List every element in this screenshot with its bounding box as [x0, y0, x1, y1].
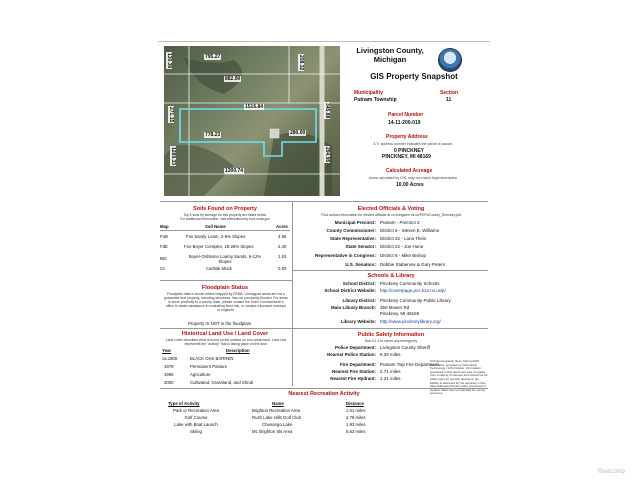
section-rule	[160, 388, 488, 389]
section-rule	[160, 328, 292, 329]
safety-label: Police Department:	[334, 345, 376, 350]
library-website-link[interactable]: http://www.pinckneylibrary.org/	[380, 319, 441, 324]
acreage-label: Calculated Acreage	[386, 168, 433, 174]
snapshot-header	[342, 46, 486, 196]
recreation-name: Brighton Recreation Area	[252, 408, 301, 413]
official-label: State Representative:	[329, 236, 376, 241]
landuse-year: 2000	[164, 380, 174, 385]
safety-value: 1.21 miles	[380, 376, 401, 381]
official-value: Debbie Stabenow & Gary Peters	[380, 262, 446, 267]
municipality-value: Putnam Township	[354, 97, 397, 103]
landuse-year: ca.1800	[162, 356, 178, 361]
soils-header-rule	[160, 230, 290, 231]
landuse-title: Historical Land Use / Land Cover	[181, 331, 269, 337]
official-value: District 42 - Lana Theis	[380, 236, 427, 241]
column-divider	[292, 202, 293, 386]
official-label: Representative in Congress:	[314, 253, 376, 258]
library-label: Library District:	[342, 298, 376, 303]
recreation-distance: 1.93 miles	[346, 422, 366, 427]
soil-name: Fox-Boyer Complex, 18-25% Slopes	[184, 244, 254, 249]
soils-col-map: Map	[160, 224, 169, 229]
floodplain-note: Floodplain data is shown where mapped by FEMA. Unmapped areas are not a guarantee that property, including structures, has not previously flooded. For areas in close proximity to a county drain, please contact the Drain Commissioner's office to obtain assistance in evaluating flood risk, or contact a licensed surveyor or engineer.	[164, 292, 288, 312]
dimension-label: 280.00	[290, 130, 306, 136]
map-overlay	[164, 46, 340, 196]
landuse-desc: Agriculture	[190, 372, 211, 377]
school-website-link[interactable]: http://coverpage.pcs.k12.mi.us/jt/	[380, 288, 446, 293]
dimension-label: 130.36	[166, 53, 172, 69]
address-note: A '0' address number indicates the parcel is vacant.	[373, 142, 453, 146]
recreation-col-distance: Distance	[346, 401, 364, 406]
county-seal-icon	[438, 48, 462, 72]
recreation-title: Nearest Recreation Activity	[288, 391, 360, 397]
safety-note: Dial 9-1-1 to report any emergency	[364, 339, 418, 343]
soil-acres: 0.83	[278, 266, 287, 271]
parcel-number: 14-11-200-019	[388, 120, 421, 126]
dimension-label: 271.15	[168, 107, 174, 123]
section-value: 11	[446, 97, 452, 103]
recreation-name: Mt. Brighton Ski Area	[252, 429, 293, 434]
landuse-col-year: Year	[162, 348, 172, 353]
soils-col-name: Soil Name	[205, 224, 226, 229]
safety-label: Nearest Fire Hydrant:	[330, 376, 376, 381]
soil-code: BtC	[160, 256, 168, 261]
recreation-distance: 6.63 miles	[346, 429, 366, 434]
officials-title: Elected Officials & Voting	[357, 206, 425, 212]
dimension-label: 778.23	[205, 132, 221, 138]
school-value: Pinckney Community Schools	[380, 281, 440, 286]
recreation-distance: 1.01 miles	[346, 408, 366, 413]
official-value: Putnam - Precinct 2	[380, 220, 420, 225]
section-label: Section	[440, 90, 459, 96]
safety-label: Fire Department:	[339, 362, 376, 367]
parcel-label: Parcel Number	[388, 112, 424, 118]
soil-acres: 1.63	[278, 254, 287, 259]
dimension-label: 882.90	[225, 76, 241, 82]
county-name: Livingston County,	[356, 46, 424, 55]
floodplain-title: Floodplain Status	[201, 285, 249, 291]
section-rule	[160, 201, 488, 202]
acreage-note: Acres calculated by GIS, may not match legal description	[368, 176, 458, 180]
recreation-col-type: Type of Activity	[168, 401, 200, 406]
section-rule	[160, 280, 292, 281]
soil-name: Fox Sandy Loam, 2-6% Slopes	[186, 234, 246, 239]
safety-value: 2.71 miles	[380, 369, 401, 374]
soil-name: Boyer-Oshtemo Loamy Sands, 6-12% Slopes	[188, 254, 262, 264]
soils-note-1: Top 5 soils by acreage for this property are listed below.	[183, 213, 267, 217]
soil-code: FoB	[160, 234, 168, 239]
dimension-label: 795.27	[205, 54, 221, 60]
soil-name: Carlisle Muck	[206, 266, 232, 271]
schools-title: Schools & Library	[367, 273, 415, 279]
official-value: District 6 - Steven E. Williams	[380, 228, 440, 233]
aerial-parcel-map[interactable]	[164, 46, 340, 196]
library-value: Pinckney, MI 48169	[380, 311, 420, 316]
recreation-type: Park or Recreation Area	[173, 408, 219, 413]
recreation-type: Skiing	[190, 429, 202, 434]
library-label: Main Library Branch:	[330, 305, 376, 310]
dimension-label: 1516.84	[245, 104, 264, 110]
landuse-desc: Cultivated, Grassland, and Shrub	[190, 380, 254, 385]
landuse-desc: BLACK OAK BARREN	[190, 356, 234, 361]
municipality-label: Municipality	[354, 90, 383, 96]
dimension-label: 294.95	[324, 147, 330, 163]
section-rule	[292, 328, 488, 329]
library-value: 350 Mower Rd	[380, 305, 410, 310]
landuse-year: 1995	[164, 372, 174, 377]
landuse-year: 1978	[164, 364, 174, 369]
soil-code: Cc	[160, 266, 166, 271]
safety-label: Nearest Police Station:	[326, 352, 376, 357]
section-rule	[292, 270, 488, 271]
official-label: State Senator:	[345, 244, 376, 249]
structure	[270, 129, 279, 138]
soil-acres: 2.40	[278, 244, 287, 249]
recreation-type: Golf Course	[184, 415, 208, 420]
realcomp-watermark: Realcomp	[598, 469, 626, 475]
recreation-col-name: Name	[272, 401, 284, 406]
soils-title: Soils Found on Property	[193, 206, 257, 212]
library-value: Pinckney Community Public Library	[380, 298, 451, 303]
state-name: Michigan	[373, 55, 407, 64]
safety-value: Putnam Twp Fire Department	[380, 362, 439, 367]
safety-label: Nearest Fire Station:	[331, 369, 376, 374]
landuse-note: Land cover describes what is found on the surface on non-urban land. Land Use represents the "activity" that is taking place on the land.	[165, 338, 287, 346]
soil-code: FdE	[160, 244, 168, 249]
school-label: School District Website:	[324, 288, 376, 293]
acreage-value: 10.00 Acres	[396, 182, 424, 188]
official-label: County Commissioner:	[326, 228, 376, 233]
disclaimer-text: Orthophotography flown Spring 2015. Information provided by Information Technology / GIS Division. Information presented in this document was compiled from a variety of sources and should not be relied upon for specific decisions. No liability is assumed for the accuracy of the data delineated herein either expressed or implied. Maps are not intended for survey purposes.	[430, 359, 488, 396]
official-label: Municipal Precinct:	[334, 220, 376, 225]
dimension-label: 208.32	[298, 55, 304, 71]
safety-value: Livingston County Sheriff	[380, 345, 430, 350]
soils-note-2: For additional information, visit websoilsurvey.nrcs.usda.gov	[179, 217, 271, 221]
address-label: Property Address	[386, 134, 428, 140]
recreation-distance: 2.78 miles	[346, 415, 366, 420]
floodplain-status: Property IS NOT in the floodplain	[188, 321, 251, 326]
recreation-name: Chenango Lake	[262, 422, 293, 427]
safety-title: Public Safety Information	[357, 332, 425, 338]
landuse-desc: Permanent Pasture	[190, 364, 228, 369]
county-title	[342, 46, 438, 64]
landuse-col-desc: Description	[226, 348, 250, 353]
official-label: U.S. Senators:	[345, 262, 376, 267]
address-line-1: 0 PINCKNEY	[394, 148, 425, 154]
recreation-name: Rush Lake Hills Golf Club	[252, 415, 301, 420]
recreation-type: Lake with Boat Launch	[174, 422, 218, 427]
officials-note: Find contact information for elected officials at co.livingston.mi.us/PDFs/County_Directory.pdf	[321, 213, 461, 217]
school-label: School District:	[342, 281, 376, 286]
dimension-label: 1300.74	[225, 168, 244, 174]
soil-acres: 4.95	[278, 234, 287, 239]
official-value: District 22 - Joe Hune	[380, 244, 424, 249]
address-line-2: PINCKNEY, MI 48169	[382, 154, 431, 160]
soils-col-acres: Acres	[276, 224, 288, 229]
library-label: Library Website:	[340, 319, 376, 324]
dimension-label: 1289.33	[170, 147, 176, 166]
dimension-label: 345.88	[324, 103, 330, 119]
page-title: GIS Property Snapshot	[370, 72, 458, 81]
safety-value: 8.28 miles	[380, 352, 401, 357]
official-value: District 8 - Mike Bishop	[380, 253, 427, 258]
